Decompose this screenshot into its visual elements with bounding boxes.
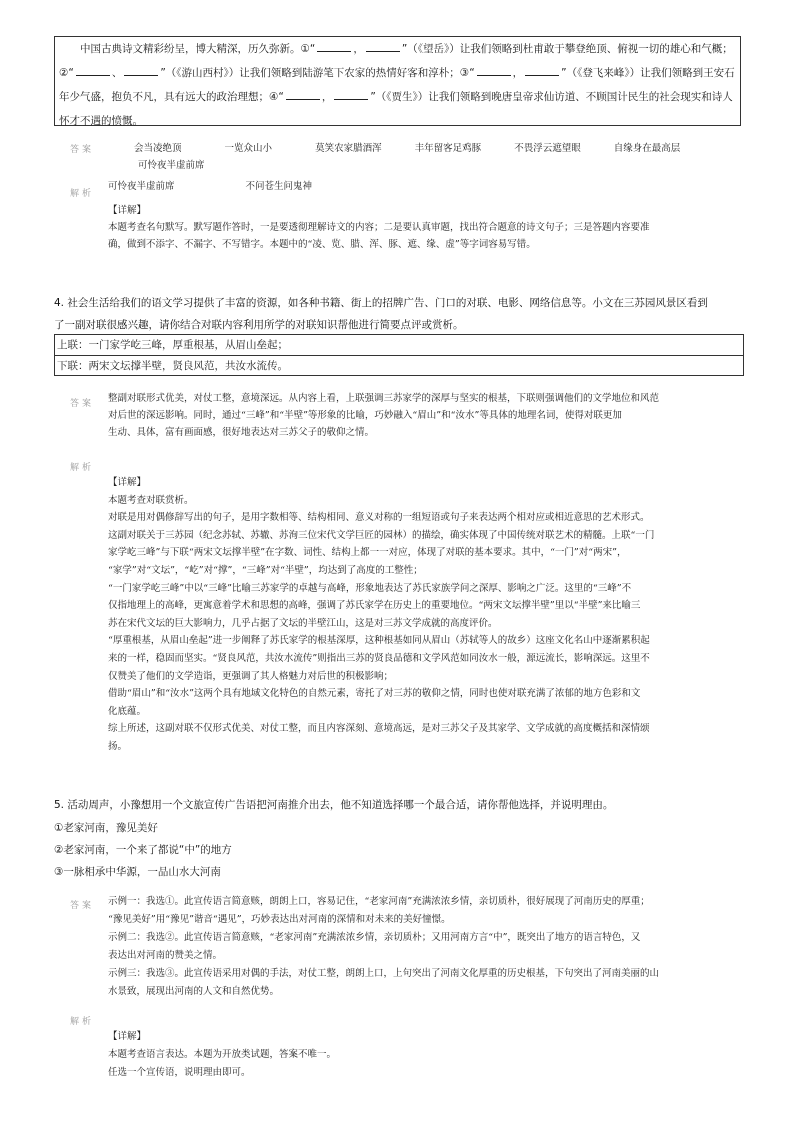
comma: ， [353,43,364,55]
blank[interactable] [477,63,511,76]
q3-explain-label: 解析 [70,189,95,199]
explain-line: 扬。 [108,740,128,752]
answer-item: 可怜夜半虚前席 [138,160,205,171]
q4-explain [108,474,726,756]
couplet-upper: 上联：一门家学屹三峰，厚重根基，从眉山垒起； [57,339,288,351]
answer-line: 对后世的深远影响。同时，通过“三峰”和“半壁”等形象的比喻，巧妙融入“眉山”和“汝水”等具体的地理名词，使得对联更加 [108,410,622,421]
answer-item: 莫笑农家腊酒浑 [315,143,382,154]
q4-question [54,292,744,336]
blank[interactable] [317,39,351,52]
explain-line: “家学”对“文坛”，“屹”对“撑”，“三峰”对“半壁”，均达到了高度的工整性； [108,564,423,576]
q5-option-3: ③一脉相承中华源，一品山水大河南 [54,866,221,878]
q5-question: 5. 活动周声，小豫想用一个文旅宣传广告语把河南推介出去，他不知道选择哪一个最合适，请你帮他选择，并说明理由。 [54,799,614,811]
answer-line: 示例三：我选③。此宣传语采用对偶的手法，对仗工整，朗朗上口，上句突出了河南文化厚重的历史根基，下句突出了河南美丽的山 [108,968,660,979]
explain-line: 【详解】 [108,1031,147,1042]
answer-item: 不畏浮云遮望眼 [514,143,581,154]
blank[interactable] [76,63,110,76]
q3-seg5: ”（《贾生》）让我们领略到晚唐皇帝求仙访道、不顾国计民生的社会现实和诗人怀才不遇的愤慨。 [59,91,733,127]
answer-item: 丰年留客足鸡豚 [414,143,482,154]
explain-line: 本题考查名句默写。默写题作答时，一是要透彻理解诗文的内容；二是要认真审题，找出符合题意的诗文句子；三是答题内容要准 [108,222,650,233]
explain-line: “厚重根基，从眉山垒起”进一步阐释了苏氏家学的根基深厚，这种根基如同从眉山（苏轼等人的故乡）这座文化名山中逐渐累积起 [108,635,650,647]
explain-line: 【详解】 [108,205,147,216]
q3-answer [108,140,726,195]
answer-line: 生动、具体，富有画面感，很好地表达对三苏父子的敬仰之情。 [108,427,375,438]
explain-line: 这副对联关于三苏园（纪念苏轼、苏辙、苏洵三位宋代文学巨匠的园林）的描绘，确实体现了中国传统对联艺术的精髓。上联“一门 [108,529,655,541]
q4-answer [108,390,726,441]
blank[interactable] [124,63,158,76]
q3-question-box [54,36,741,126]
explain-line: 确，做到不添字、不漏字、不写错字。本题中的“凌、览、腊、浑、豚、遮、缘、虚”等字词容易写错。 [108,239,536,250]
q3-seg2: ”（《望岳》）让我们领略到杜甫敢于攀登绝顶、俯视一切的雄心和气概；②“ [59,43,733,79]
comma: ， [512,67,524,79]
q4-answer-label: 答案 [70,399,95,409]
q3-seg1: 中国古典诗文精彩纷呈，博大精深，历久弥新。①“ [80,43,316,55]
explain-line: 【详解】 [108,477,147,488]
blank[interactable] [286,87,320,100]
q4-explain-label: 解析 [70,463,95,473]
explain-line: 对联是用对偶修辞写出的句子，是用字数相等、结构相同、意义对称的一组短语或句子来表达两个相对应或相近意思的艺术形式。 [108,512,650,524]
answer-line: 示例二：我选②。此宣传语言简意赅，“老家河南”充满浓浓乡情，亲切质朴；又用河南方言“中”，既突出了地方的语言特色，又 [108,932,641,943]
answer-item: 会当凌绝顶 [134,143,182,154]
blank[interactable] [366,39,400,52]
q3-explain [108,202,726,253]
answer-item: 自缘身在最高层 [613,143,681,154]
explain-line: “一门家学屹三峰”中以“三峰”比喻三苏家学的卓越与高峰，形象地表达了苏氏家族学问之深厚、影响之广泛。这里的“三峰”不 [108,582,632,594]
explain-line: 家学屹三峰”与下联“两宋文坛撑半壁”在字数、词性、结构上都一一对应，体现了对联的基本要求。其中，“一门”对“两宋”， [108,547,627,559]
answer-line: 表达出对河南的赞美之情。 [108,950,223,961]
blank[interactable] [525,63,559,76]
explain-line: 来的一样，稳固而坚实。“贤良风范，共汝水流传”则指出三苏的贤良品德和文学风范如同汝水一般，源远流长，影响深远。这里不 [108,652,650,664]
q5-option-2: ②老家河南，一个来了都说“中”的地方 [54,844,232,856]
explain-line: 综上所述，这副对联不仅形式优美、对仗工整，而且内容深刻、意境高远，是对三苏父子及其家学、文学成就的高度概括和深情颂 [108,723,650,735]
explain-line: 仅赞美了他们的文学造诣，更强调了其人格魅力对后世的积极影响； [108,670,394,682]
explain-line: 本题考查语言表达。本题为开放类试题，答案不唯一。 [108,1049,337,1060]
q5-answer [108,893,726,1001]
q5-option-1: ①老家河南，豫见美好 [54,822,158,834]
q5-explain [108,1028,726,1082]
couplet-box [54,334,744,376]
q5-explain-label: 解析 [70,1017,95,1027]
q3-question-text [59,37,736,133]
q5-answer-label: 答案 [70,901,95,911]
answer-item: 不问苍生问鬼神 [245,181,313,192]
q3-seg3: ”（《游山西村》）让我们领略到陆游笔下农家的热情好客和淳朴；③“ [160,67,475,79]
question-line: 了一副对联很感兴趣，请你结合对联内容利用所学的对联知识帮他进行简要点评或赏析。 [54,319,464,331]
explain-line: 任选一个宣传语，说明理由即可。 [108,1067,251,1078]
answer-line: 水景致，展现出河南的人文和自然优势。 [108,986,280,997]
q3-answer-label: 答案 [70,145,95,155]
explain-line: 仅指地理上的高峰，更寓意着学术和思想的高峰，强调了苏氏家学在历史上的重要地位。“两宋文坛撑半壁”里以“半壁”来比喻三 [108,600,641,612]
q3-seg4: ”（《登飞来峰》）让我们领略到王安石年少气盛，抱负不凡，具有远大的政治理想；④“ [59,67,735,103]
dun: 、 [111,67,123,79]
explain-line: 苏在宋代文坛的巨大影响力，几乎占据了文坛的半壁江山，这是对三苏文学成就的高度评价。 [108,617,498,629]
comma: ， [321,91,333,103]
couplet-lower: 下联：两宋文坛撑半壁，贤良风范，共汝水流传。 [55,355,743,376]
answer-line: “豫见美好”用“豫见”谐音“遇见”，巧妙表达出对河南的深情和对未来的美好憧憬。 [108,914,451,925]
explain-line: 借助“眉山”和“汝水”这两个具有地域文化特色的自然元素，寄托了对三苏的敬仰之情，同时也使对联充满了浓郁的地方色彩和文 [108,688,641,700]
blank[interactable] [334,87,368,100]
answer-item: 一览众山小 [224,143,273,154]
answer-line: 示例一：我选①。此宣传语言简意赅，朗朗上口，容易记住，“老家河南”充满浓浓乡情，亲切质朴，很好展现了河南历史的厚重； [108,896,650,907]
answer-line: 整副对联形式优美，对仗工整，意境深远。从内容上看，上联强调三苏家学的深厚与坚实的根基，下联则强调他们的文学地位和风范 [108,393,660,404]
explain-line: 本题考查对联赏析。 [108,494,194,506]
answer-item: 可怜夜半虚前席 [108,181,175,192]
explain-line: 化底蕴。 [108,705,147,717]
question-line: 4. 社会生活给我们的语文学习提供了丰富的资源，如各种书籍、街上的招牌广告、门口的对联、电影、网络信息等。小文在三苏园风景区看到 [54,297,708,309]
